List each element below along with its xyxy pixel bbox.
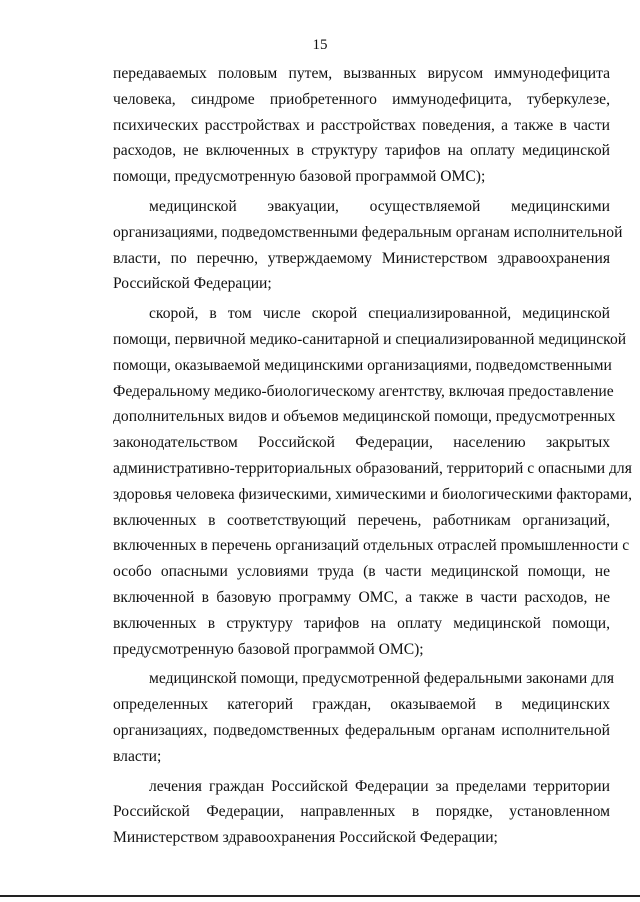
text-line: психических расстройствах и расстройствах поведения, а также в части (113, 116, 610, 134)
text-line: включенных в перечень организаций отдельных отраслей промышленности с (113, 537, 630, 555)
text-line: скорой, в том числе скорой специализированной, медицинской (149, 305, 610, 323)
text-line: расходов, не включенных в структуру тарифов на оплату медицинской (113, 142, 610, 160)
paragraph (113, 194, 623, 297)
text-line: помощи, первичной медико-санитарной и специализированной медицинской (113, 330, 627, 348)
text-line: помощи, оказываемой медицинскими организациями, подведомственными (113, 356, 612, 374)
text-line: помощи, предусмотренную базовой программой ОМС); (113, 168, 486, 186)
page-bottom-rule (0, 895, 640, 897)
document-body (113, 61, 633, 855)
text-line: медицинской помощи, предусмотренной федеральными законами для (149, 670, 615, 688)
text-line: организациях, подведомственных федеральным органам исполнительной (113, 721, 610, 739)
paragraph (113, 61, 610, 190)
text-line: дополнительных видов и объемов медицинской помощи, предусмотренных (113, 408, 616, 426)
text-line: власти; (113, 747, 162, 765)
text-line: предусмотренную базовой программой ОМС); (113, 640, 424, 658)
text-line: Министерством здравоохранения Российской Федерации; (113, 829, 498, 847)
text-line: Российской Федерации, направленных в порядке, установленном (113, 803, 610, 821)
text-line: административно-территориальных образований, территорий с опасными для (113, 459, 632, 477)
text-line: человека, синдроме приобретенного иммунодефицита, туберкулезе, (113, 90, 610, 108)
text-line: включенной в базовую программу ОМС, а также в части расходов, не (113, 588, 610, 606)
text-line: законодательством Российской Федерации, населению закрытых (113, 434, 610, 452)
text-line: включенных в структуру тарифов на оплату медицинской помощи, (113, 614, 610, 632)
page-number: 15 (312, 37, 328, 53)
paragraph (113, 666, 615, 769)
text-line: особо опасными условиями труда (в части медицинской помощи, не (113, 563, 610, 581)
paragraph (113, 301, 633, 662)
text-line: включенных в соответствующий перечень, работникам организаций, (113, 511, 610, 529)
text-line: власти, по перечню, утверждаемому Министерством здравоохранения (113, 249, 610, 267)
text-line: определенных категорий граждан, оказываемой в медицинских (113, 696, 610, 714)
text-line: Российской Федерации; (113, 275, 272, 293)
text-line: лечения граждан Российской Федерации за пределами территории (149, 777, 610, 795)
text-line: медицинской эвакуации, осуществляемой медицинскими (149, 197, 610, 215)
text-line: Федеральному медико-биологическому агентству, включая предоставление (113, 382, 614, 400)
paragraph (113, 774, 610, 851)
text-line: передаваемых половым путем, вызванных вирусом иммунодефицита (113, 65, 610, 82)
text-line: здоровья человека физическими, химическими и биологическими факторами, (113, 485, 633, 503)
text-line: организациями, подведомственными федеральным органам исполнительной (113, 223, 623, 241)
